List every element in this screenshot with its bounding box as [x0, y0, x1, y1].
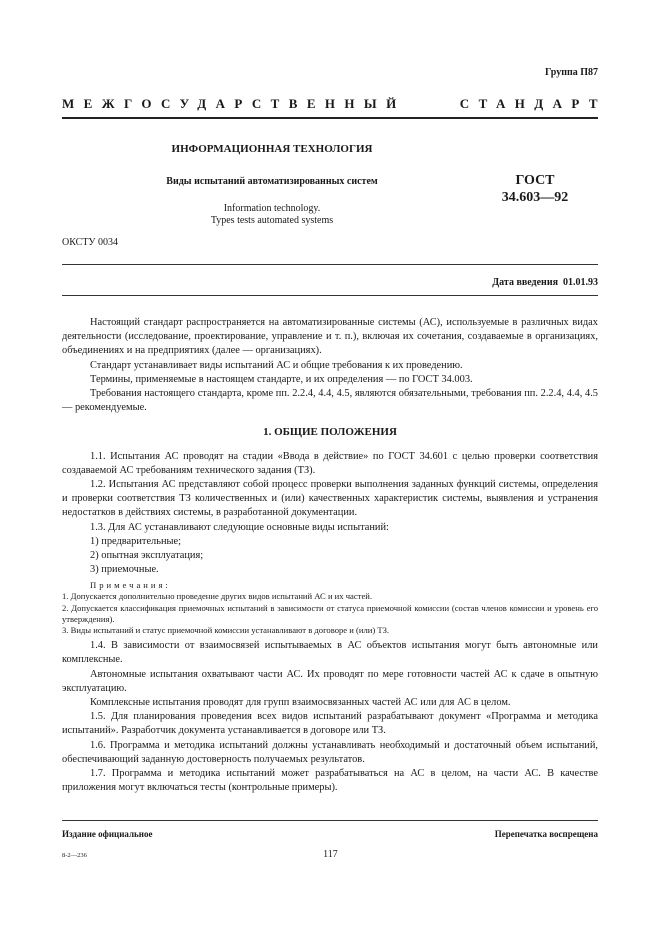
- english-title: [62, 203, 482, 227]
- clause-1-4: 1.4. В зависимости от взаимосвязей испытываемых в АС объектов испытания могут быть автономные или комплексные.: [62, 640, 598, 666]
- official-edition: Издание официальное: [62, 829, 153, 839]
- note-item: 3. Виды испытаний и статус приемочной комиссии устанавливают в договоре и (или) ТЗ.: [62, 625, 390, 636]
- document-title: ИНФОРМАЦИОННАЯ ТЕХНОЛОГИЯ: [171, 143, 373, 155]
- oksty-code: ОКСТУ 0034: [62, 237, 119, 248]
- gost-label: ГОСТ: [515, 173, 555, 188]
- clause-1-2: 1.2. Испытания АС представляют собой процесс проверки выполнения заданных функций системы, определения и проверки соответствия ТЗ количественных и (или) качественных характеристик системы, выявления и устранения недостатков в действиях системы, в разработанной документации.: [62, 479, 598, 519]
- clause-1-7: 1.7. Программа и методика испытаний может разрабатываться на АС в целом, на части АС. В качестве приложения могут включаться тесты (контрольные примеры).: [62, 768, 598, 794]
- section-heading: 1. ОБЩИЕ ПОЛОЖЕНИЯ: [263, 426, 397, 439]
- introduction-date: [492, 277, 598, 288]
- intro-paragraph: Стандарт устанавливает виды испытаний АС и общие требования к их проведению.: [90, 359, 463, 371]
- document-body: [62, 316, 598, 796]
- note-item: 2. Допускается классификация приемочных испытаний в зависимости от статуса приемочной комиссии (состав членов комиссии и уровень его утверждения).: [62, 602, 598, 624]
- date-divider: [62, 295, 598, 296]
- group-label: Группа П87: [545, 67, 598, 78]
- intro-paragraph: Термины, применяемые в настоящем стандарте, и их определения — по ГОСТ 34.003.: [90, 373, 473, 385]
- note-item: 1. Допускается дополнительно проведение других видов испытаний АС и их частей.: [62, 591, 372, 602]
- clause-1-4-autonomous: Автономные испытания охватывают части АС. Их проводят по мере готовности частей АС к сдаче в опытную эксплуатацию.: [62, 668, 598, 694]
- notes-heading: Примечания:: [90, 580, 171, 591]
- list-item: 3) приемочные.: [90, 564, 159, 576]
- standard-word-standard: СТАНДАРТ: [459, 96, 607, 111]
- gost-code: 34.603—92: [501, 190, 569, 205]
- date-value: 01.01.93: [563, 277, 598, 288]
- oksty-divider: [62, 264, 598, 265]
- list-item: 1) предварительные;: [90, 535, 182, 547]
- intro-paragraph: Настоящий стандарт распространяется на автоматизированные системы (АС), используемые в различных видах деятельности (исследование, проектирование, управление и т. п.), включая их сочетания, создаваемые в организациях, объединениях и на предприятиях (далее — организациях).: [62, 317, 598, 357]
- reprint-prohibited: Перепечатка воспрещена: [494, 829, 598, 839]
- document-subtitle: Виды испытаний автоматизированных систем: [166, 176, 378, 187]
- page-number: 117: [323, 849, 338, 860]
- gost-number: [490, 172, 580, 206]
- standard-word-interstate: МЕЖГОСУДАРСТВЕННЫЙ: [62, 96, 406, 111]
- intro-paragraph: Требования настоящего стандарта, кроме пп. 2.2.4, 4.4, 4.5, являются обязательными, требования пп. 2.2.4, 4.4, 4.5 — рекомендуемые.: [62, 388, 598, 414]
- standard-banner: [62, 96, 607, 112]
- date-label: Дата введения: [492, 277, 558, 288]
- clause-1-4-complex: Комплексные испытания проводят для групп взаимосвязанных частей АС или для АС в целом.: [90, 697, 511, 709]
- list-item: 2) опытная эксплуатация;: [90, 550, 204, 562]
- english-title-line1: Information technology.: [223, 203, 321, 214]
- clause-1-3: 1.3. Для АС устанавливают следующие основные виды испытаний:: [90, 521, 389, 533]
- clause-1-1: 1.1. Испытания АС проводят на стадии «Ввода в действие» по ГОСТ 34.601 с целью проверки соответствия создаваемой АС требованиям технического задания (ТЗ).: [62, 450, 598, 476]
- print-code: 8-2—236: [62, 852, 87, 859]
- footer-divider: [62, 820, 598, 821]
- header-divider: [62, 117, 598, 119]
- english-title-line2: Types tests automated systems: [210, 215, 334, 226]
- clause-1-6: 1.6. Программа и методика испытаний должны устанавливать необходимый и достаточный объем испытаний, обеспечивающий заданную достоверность получаемых результатов.: [62, 739, 598, 765]
- clause-1-5: 1.5. Для планирования проведения всех видов испытаний разрабатывают документ «Программа и методика испытаний». Разработчик документа устанавливается в договоре или ТЗ.: [62, 711, 598, 737]
